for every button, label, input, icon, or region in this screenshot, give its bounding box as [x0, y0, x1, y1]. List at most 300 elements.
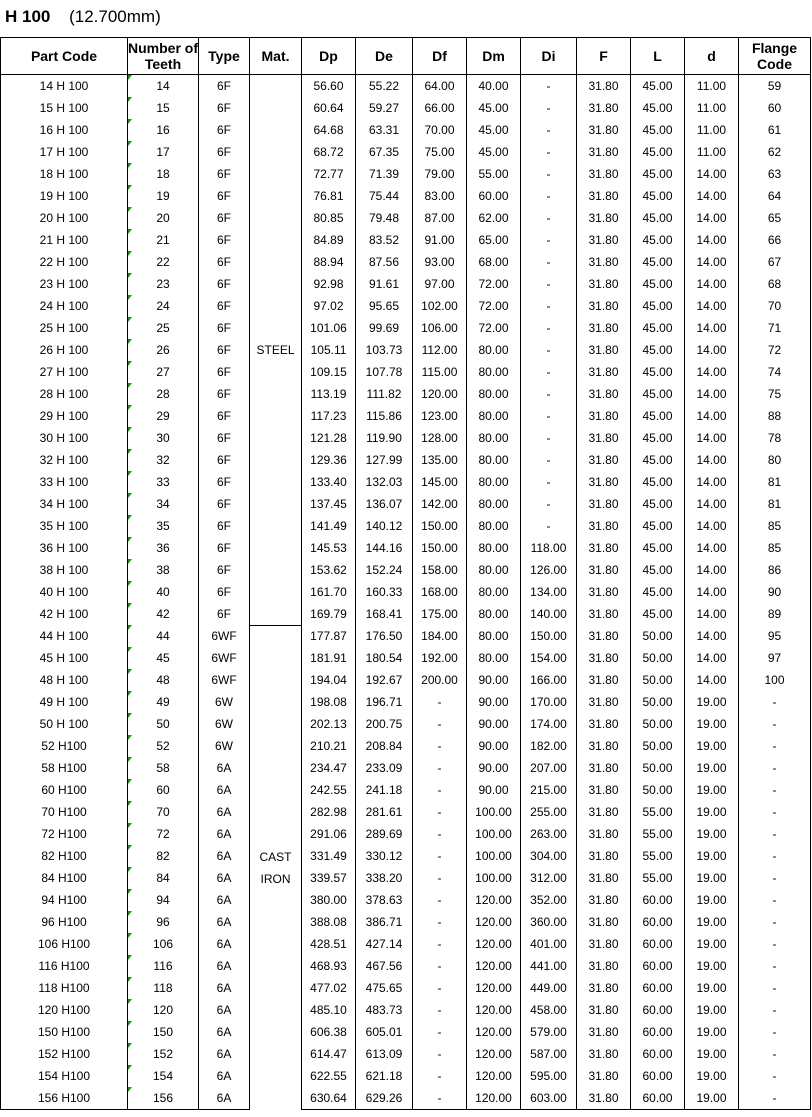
f-cell: 31.80 — [577, 867, 631, 889]
l-cell: 45.00 — [631, 559, 685, 581]
column-header: F — [577, 38, 631, 75]
part-code-cell: 23 H 100 — [1, 273, 128, 295]
dm-cell: 40.00 — [467, 75, 521, 98]
dp-cell: 198.08 — [302, 691, 356, 713]
flange-code-cell: - — [739, 1021, 811, 1043]
dp-cell: 282.98 — [302, 801, 356, 823]
dp-cell: 80.85 — [302, 207, 356, 229]
de-cell: 63.31 — [356, 119, 413, 141]
di-cell: 154.00 — [521, 647, 577, 669]
dp-cell: 76.81 — [302, 185, 356, 207]
dm-cell: 120.00 — [467, 1021, 521, 1043]
dp-cell: 105.11 — [302, 339, 356, 361]
d-cell: 14.00 — [685, 625, 739, 647]
teeth-count-cell: 152 — [128, 1043, 199, 1065]
flange-code-cell: 90 — [739, 581, 811, 603]
dm-cell: 45.00 — [467, 119, 521, 141]
df-cell: - — [413, 999, 467, 1021]
pitch-value: (12.700mm) — [69, 7, 161, 26]
dm-cell: 120.00 — [467, 1087, 521, 1110]
type-cell: 6F — [199, 383, 250, 405]
di-cell: - — [521, 361, 577, 383]
type-cell: 6F — [199, 471, 250, 493]
df-cell: - — [413, 823, 467, 845]
dm-cell: 120.00 — [467, 955, 521, 977]
table-row — [1, 207, 811, 229]
flange-code-cell: - — [739, 911, 811, 933]
table-row — [1, 185, 811, 207]
de-cell: 208.84 — [356, 735, 413, 757]
teeth-count-cell: 42 — [128, 603, 199, 625]
di-cell: 182.00 — [521, 735, 577, 757]
di-cell: 579.00 — [521, 1021, 577, 1043]
d-cell: 14.00 — [685, 251, 739, 273]
flange-code-cell: - — [739, 1065, 811, 1087]
dm-cell: 100.00 — [467, 823, 521, 845]
dm-cell: 90.00 — [467, 757, 521, 779]
teeth-count-cell: 82 — [128, 845, 199, 867]
dm-cell: 120.00 — [467, 999, 521, 1021]
l-cell: 45.00 — [631, 383, 685, 405]
d-cell: 14.00 — [685, 207, 739, 229]
f-cell: 31.80 — [577, 735, 631, 757]
flange-code-cell: 100 — [739, 669, 811, 691]
dp-cell: 68.72 — [302, 141, 356, 163]
type-cell: 6A — [199, 801, 250, 823]
l-cell: 45.00 — [631, 537, 685, 559]
teeth-count-cell: 118 — [128, 977, 199, 999]
f-cell: 31.80 — [577, 1065, 631, 1087]
column-header: Type — [199, 38, 250, 75]
dm-cell: 80.00 — [467, 515, 521, 537]
d-cell: 19.00 — [685, 933, 739, 955]
table-row — [1, 449, 811, 471]
di-cell: 207.00 — [521, 757, 577, 779]
l-cell: 55.00 — [631, 823, 685, 845]
di-cell: - — [521, 317, 577, 339]
column-header: Dm — [467, 38, 521, 75]
de-cell: 103.73 — [356, 339, 413, 361]
dm-cell: 55.00 — [467, 163, 521, 185]
di-cell: - — [521, 471, 577, 493]
table-row — [1, 471, 811, 493]
type-cell: 6W — [199, 691, 250, 713]
di-cell: 134.00 — [521, 581, 577, 603]
table-row — [1, 581, 811, 603]
di-cell: 595.00 — [521, 1065, 577, 1087]
d-cell: 19.00 — [685, 1065, 739, 1087]
teeth-count-cell: 15 — [128, 97, 199, 119]
teeth-count-cell: 36 — [128, 537, 199, 559]
d-cell: 14.00 — [685, 537, 739, 559]
d-cell: 19.00 — [685, 1087, 739, 1110]
dp-cell: 622.55 — [302, 1065, 356, 1087]
table-row — [1, 823, 811, 845]
f-cell: 31.80 — [577, 75, 631, 98]
teeth-count-cell: 94 — [128, 889, 199, 911]
d-cell: 14.00 — [685, 383, 739, 405]
teeth-count-cell: 25 — [128, 317, 199, 339]
teeth-count-cell: 49 — [128, 691, 199, 713]
material-steel: STEEL — [250, 75, 302, 626]
type-cell: 6F — [199, 405, 250, 427]
di-cell: 166.00 — [521, 669, 577, 691]
dp-cell: 177.87 — [302, 625, 356, 647]
table-row — [1, 889, 811, 911]
table-row — [1, 427, 811, 449]
f-cell: 31.80 — [577, 383, 631, 405]
dp-cell: 614.47 — [302, 1043, 356, 1065]
f-cell: 31.80 — [577, 955, 631, 977]
d-cell: 19.00 — [685, 977, 739, 999]
l-cell: 45.00 — [631, 273, 685, 295]
de-cell: 338.20 — [356, 867, 413, 889]
df-cell: 150.00 — [413, 515, 467, 537]
part-code-cell: 42 H 100 — [1, 603, 128, 625]
part-code-cell: 27 H 100 — [1, 361, 128, 383]
type-cell: 6A — [199, 779, 250, 801]
part-code-cell: 48 H 100 — [1, 669, 128, 691]
teeth-count-cell: 45 — [128, 647, 199, 669]
de-cell: 107.78 — [356, 361, 413, 383]
part-code-cell: 152 H100 — [1, 1043, 128, 1065]
di-cell: 587.00 — [521, 1043, 577, 1065]
l-cell: 45.00 — [631, 185, 685, 207]
teeth-count-cell: 44 — [128, 625, 199, 647]
flange-code-cell: 74 — [739, 361, 811, 383]
de-cell: 176.50 — [356, 625, 413, 647]
teeth-count-cell: 16 — [128, 119, 199, 141]
l-cell: 50.00 — [631, 735, 685, 757]
di-cell: 401.00 — [521, 933, 577, 955]
flange-code-cell: 85 — [739, 515, 811, 537]
table-row — [1, 1065, 811, 1087]
table-row — [1, 691, 811, 713]
flange-code-cell: 61 — [739, 119, 811, 141]
part-code-cell: 24 H 100 — [1, 295, 128, 317]
teeth-count-cell: 14 — [128, 75, 199, 98]
f-cell: 31.80 — [577, 405, 631, 427]
flange-code-cell: 88 — [739, 405, 811, 427]
dm-cell: 80.00 — [467, 449, 521, 471]
part-code-cell: 84 H100 — [1, 867, 128, 889]
teeth-count-cell: 29 — [128, 405, 199, 427]
f-cell: 31.80 — [577, 449, 631, 471]
df-cell: 200.00 — [413, 669, 467, 691]
f-cell: 31.80 — [577, 757, 631, 779]
dp-cell: 169.79 — [302, 603, 356, 625]
di-cell: - — [521, 515, 577, 537]
part-code-cell: 38 H 100 — [1, 559, 128, 581]
dp-cell: 60.64 — [302, 97, 356, 119]
df-cell: 102.00 — [413, 295, 467, 317]
table-row — [1, 625, 811, 647]
l-cell: 45.00 — [631, 581, 685, 603]
dm-cell: 60.00 — [467, 185, 521, 207]
table-row — [1, 119, 811, 141]
table-row — [1, 97, 811, 119]
table-row — [1, 163, 811, 185]
type-cell: 6W — [199, 713, 250, 735]
column-header: L — [631, 38, 685, 75]
dp-cell: 92.98 — [302, 273, 356, 295]
flange-code-cell: - — [739, 713, 811, 735]
part-code-cell: 70 H100 — [1, 801, 128, 823]
dm-cell: 120.00 — [467, 933, 521, 955]
flange-code-cell: - — [739, 889, 811, 911]
dm-cell: 120.00 — [467, 889, 521, 911]
l-cell: 45.00 — [631, 229, 685, 251]
flange-code-cell: 85 — [739, 537, 811, 559]
column-header: Df — [413, 38, 467, 75]
flange-code-cell: 75 — [739, 383, 811, 405]
table-row — [1, 911, 811, 933]
dp-cell: 194.04 — [302, 669, 356, 691]
flange-code-cell: - — [739, 779, 811, 801]
df-cell: 115.00 — [413, 361, 467, 383]
table-row — [1, 999, 811, 1021]
teeth-count-cell: 50 — [128, 713, 199, 735]
df-cell: 93.00 — [413, 251, 467, 273]
teeth-count-cell: 120 — [128, 999, 199, 1021]
part-code-cell: 33 H 100 — [1, 471, 128, 493]
table-row — [1, 251, 811, 273]
dp-cell: 428.51 — [302, 933, 356, 955]
teeth-count-cell: 150 — [128, 1021, 199, 1043]
l-cell: 60.00 — [631, 911, 685, 933]
teeth-count-cell: 18 — [128, 163, 199, 185]
df-cell: 97.00 — [413, 273, 467, 295]
column-header: De — [356, 38, 413, 75]
f-cell: 31.80 — [577, 119, 631, 141]
part-code-cell: 19 H 100 — [1, 185, 128, 207]
dm-cell: 90.00 — [467, 691, 521, 713]
d-cell: 19.00 — [685, 845, 739, 867]
dm-cell: 45.00 — [467, 141, 521, 163]
page-title — [5, 5, 161, 29]
dp-cell: 117.23 — [302, 405, 356, 427]
df-cell: 184.00 — [413, 625, 467, 647]
part-code-cell: 21 H 100 — [1, 229, 128, 251]
di-cell: - — [521, 75, 577, 98]
d-cell: 14.00 — [685, 295, 739, 317]
d-cell: 19.00 — [685, 911, 739, 933]
flange-code-cell: 97 — [739, 647, 811, 669]
flange-code-cell: 67 — [739, 251, 811, 273]
type-cell: 6A — [199, 999, 250, 1021]
de-cell: 79.48 — [356, 207, 413, 229]
type-cell: 6A — [199, 1065, 250, 1087]
d-cell: 19.00 — [685, 713, 739, 735]
part-code-cell: 14 H 100 — [1, 75, 128, 98]
type-cell: 6A — [199, 845, 250, 867]
l-cell: 60.00 — [631, 889, 685, 911]
teeth-count-cell: 21 — [128, 229, 199, 251]
part-code-cell: 26 H 100 — [1, 339, 128, 361]
type-cell: 6F — [199, 317, 250, 339]
dm-cell: 62.00 — [467, 207, 521, 229]
de-cell: 330.12 — [356, 845, 413, 867]
de-cell: 132.03 — [356, 471, 413, 493]
di-cell: - — [521, 339, 577, 361]
type-cell: 6F — [199, 449, 250, 471]
part-code-cell: 29 H 100 — [1, 405, 128, 427]
type-cell: 6F — [199, 603, 250, 625]
d-cell: 14.00 — [685, 603, 739, 625]
l-cell: 45.00 — [631, 75, 685, 98]
flange-code-cell: - — [739, 823, 811, 845]
di-cell: 312.00 — [521, 867, 577, 889]
teeth-count-cell: 23 — [128, 273, 199, 295]
table-row — [1, 845, 811, 867]
dm-cell: 80.00 — [467, 625, 521, 647]
de-cell: 87.56 — [356, 251, 413, 273]
l-cell: 50.00 — [631, 669, 685, 691]
df-cell: - — [413, 977, 467, 999]
teeth-count-cell: 40 — [128, 581, 199, 603]
l-cell: 45.00 — [631, 119, 685, 141]
d-cell: 14.00 — [685, 229, 739, 251]
df-cell: 87.00 — [413, 207, 467, 229]
flange-code-cell: 62 — [739, 141, 811, 163]
d-cell: 19.00 — [685, 889, 739, 911]
dm-cell: 120.00 — [467, 1043, 521, 1065]
f-cell: 31.80 — [577, 273, 631, 295]
table-row — [1, 405, 811, 427]
type-cell: 6A — [199, 889, 250, 911]
df-cell: 150.00 — [413, 537, 467, 559]
di-cell: 174.00 — [521, 713, 577, 735]
teeth-count-cell: 19 — [128, 185, 199, 207]
f-cell: 31.80 — [577, 207, 631, 229]
f-cell: 31.80 — [577, 647, 631, 669]
teeth-count-cell: 154 — [128, 1065, 199, 1087]
di-cell: - — [521, 97, 577, 119]
de-cell: 59.27 — [356, 97, 413, 119]
flange-code-cell: - — [739, 735, 811, 757]
l-cell: 60.00 — [631, 1021, 685, 1043]
dm-cell: 120.00 — [467, 1065, 521, 1087]
part-code-cell: 52 H100 — [1, 735, 128, 757]
type-cell: 6F — [199, 515, 250, 537]
l-cell: 60.00 — [631, 999, 685, 1021]
dp-cell: 109.15 — [302, 361, 356, 383]
de-cell: 629.26 — [356, 1087, 413, 1110]
l-cell: 50.00 — [631, 691, 685, 713]
type-cell: 6A — [199, 757, 250, 779]
de-cell: 111.82 — [356, 383, 413, 405]
type-cell: 6F — [199, 163, 250, 185]
di-cell: 449.00 — [521, 977, 577, 999]
teeth-count-cell: 35 — [128, 515, 199, 537]
dm-cell: 80.00 — [467, 405, 521, 427]
table-row — [1, 735, 811, 757]
di-cell: - — [521, 405, 577, 427]
teeth-count-cell: 17 — [128, 141, 199, 163]
part-code-cell: 60 H100 — [1, 779, 128, 801]
table-row — [1, 1043, 811, 1065]
part-code-cell: 15 H 100 — [1, 97, 128, 119]
table-row — [1, 801, 811, 823]
dm-cell: 90.00 — [467, 669, 521, 691]
d-cell: 14.00 — [685, 317, 739, 339]
di-cell: 118.00 — [521, 537, 577, 559]
dp-cell: 630.64 — [302, 1087, 356, 1110]
l-cell: 60.00 — [631, 933, 685, 955]
dm-cell: 120.00 — [467, 911, 521, 933]
d-cell: 19.00 — [685, 823, 739, 845]
l-cell: 50.00 — [631, 647, 685, 669]
column-header: Part Code — [1, 38, 128, 75]
df-cell: - — [413, 867, 467, 889]
type-cell: 6F — [199, 339, 250, 361]
flange-code-cell: - — [739, 933, 811, 955]
type-cell: 6F — [199, 427, 250, 449]
part-code-cell: 20 H 100 — [1, 207, 128, 229]
d-cell: 19.00 — [685, 955, 739, 977]
material-cast-iron — [250, 625, 302, 1110]
part-code-cell: 58 H100 — [1, 757, 128, 779]
l-cell: 45.00 — [631, 471, 685, 493]
part-code-cell: 154 H100 — [1, 1065, 128, 1087]
de-cell: 289.69 — [356, 823, 413, 845]
flange-code-cell: - — [739, 955, 811, 977]
table-row — [1, 75, 811, 98]
di-cell: 170.00 — [521, 691, 577, 713]
d-cell: 19.00 — [685, 1043, 739, 1065]
teeth-count-cell: 34 — [128, 493, 199, 515]
d-cell: 14.00 — [685, 471, 739, 493]
type-cell: 6A — [199, 933, 250, 955]
de-cell: 605.01 — [356, 1021, 413, 1043]
teeth-count-cell: 72 — [128, 823, 199, 845]
di-cell: - — [521, 427, 577, 449]
dm-cell: 80.00 — [467, 647, 521, 669]
df-cell: - — [413, 801, 467, 823]
f-cell: 31.80 — [577, 295, 631, 317]
table-row — [1, 977, 811, 999]
teeth-count-cell: 26 — [128, 339, 199, 361]
dm-cell: 100.00 — [467, 801, 521, 823]
l-cell: 50.00 — [631, 779, 685, 801]
dp-cell: 388.08 — [302, 911, 356, 933]
table-row — [1, 713, 811, 735]
part-code-cell: 50 H 100 — [1, 713, 128, 735]
di-cell: 360.00 — [521, 911, 577, 933]
l-cell: 45.00 — [631, 493, 685, 515]
l-cell: 60.00 — [631, 1087, 685, 1110]
df-cell: 66.00 — [413, 97, 467, 119]
dp-cell: 141.49 — [302, 515, 356, 537]
type-cell: 6F — [199, 295, 250, 317]
flange-code-cell: - — [739, 845, 811, 867]
type-cell: 6F — [199, 251, 250, 273]
d-cell: 11.00 — [685, 75, 739, 98]
de-cell: 144.16 — [356, 537, 413, 559]
teeth-count-cell: 33 — [128, 471, 199, 493]
di-cell: - — [521, 295, 577, 317]
type-cell: 6A — [199, 911, 250, 933]
dp-cell: 331.49 — [302, 845, 356, 867]
dp-cell: 210.21 — [302, 735, 356, 757]
teeth-count-cell: 156 — [128, 1087, 199, 1110]
di-cell: 255.00 — [521, 801, 577, 823]
dm-cell: 90.00 — [467, 713, 521, 735]
part-code-cell: 16 H 100 — [1, 119, 128, 141]
l-cell: 45.00 — [631, 251, 685, 273]
de-cell: 160.33 — [356, 581, 413, 603]
part-code-cell: 30 H 100 — [1, 427, 128, 449]
